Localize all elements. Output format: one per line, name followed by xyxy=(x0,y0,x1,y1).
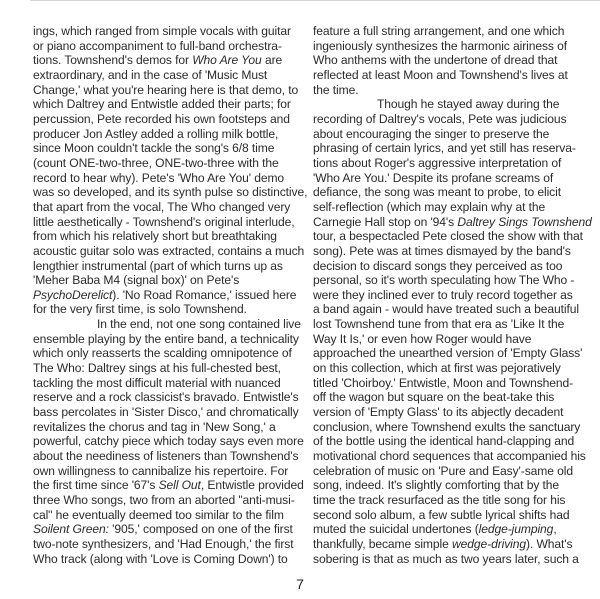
text-run: lost Townshend tune from that era as 'Like It the xyxy=(313,317,565,332)
text-run: a band again - would have treated such a beautiful xyxy=(313,302,579,317)
italic-title-text: Daltrey Sings Townshend xyxy=(457,214,592,229)
text-line xyxy=(33,405,315,420)
italic-title-text: wedge-driving xyxy=(452,536,527,551)
text-run: song, indeed. It's slightly comforting that by the xyxy=(313,478,560,493)
text-line xyxy=(33,346,315,361)
text-line xyxy=(33,68,315,83)
text-line xyxy=(313,302,598,317)
text-run: recording of Daltrey's vocals, Pete was judicious xyxy=(313,111,567,126)
text-run: about encouraging the singer to preserve the xyxy=(313,126,550,141)
text-line xyxy=(33,361,315,376)
text-line xyxy=(33,420,315,435)
text-line xyxy=(313,171,598,186)
text-run: Though he stayed away during the xyxy=(377,97,560,112)
text-run: or piano accompaniment to full-band orchestra- xyxy=(33,38,282,53)
text-run: version of 'Empty Glass' to its abjectly decadent xyxy=(313,405,564,420)
text-line xyxy=(33,390,315,405)
italic-title-text: PsychoDerelict xyxy=(33,287,113,302)
text-line xyxy=(313,127,598,142)
text-line xyxy=(33,302,315,317)
text-run: motivational chord sequences that accompanied his xyxy=(313,449,586,464)
text-line xyxy=(313,244,598,259)
text-line xyxy=(313,39,598,54)
text-line xyxy=(33,317,315,332)
text-line xyxy=(313,229,598,244)
text-line xyxy=(33,493,315,508)
text-run: own willingness to cannibalize his repertoire. For xyxy=(33,463,289,478)
text-line xyxy=(33,97,315,112)
text-run: the first time since '67's xyxy=(33,478,159,493)
text-line xyxy=(33,478,315,493)
text-line xyxy=(313,420,598,435)
text-run: ings, which ranged from simple vocals with guitar xyxy=(33,24,291,38)
text-run: ). What's xyxy=(526,536,573,551)
text-run: was so developed, and its synth pulse so distinctive, xyxy=(33,185,308,200)
text-run: cal" he eventually deemed too similar to the film xyxy=(33,507,284,522)
text-run: ingeniously synthesizes the harmonic airiness of xyxy=(313,38,568,53)
text-run: tions about Roger's aggressive interpretation of xyxy=(313,155,562,170)
text-line xyxy=(313,24,598,39)
text-line xyxy=(33,464,315,479)
text-run: , Entwistle provided xyxy=(200,478,304,493)
text-run: feature a full string arrangement, and one which xyxy=(313,24,565,38)
text-line xyxy=(33,522,315,537)
text-line xyxy=(33,171,315,186)
text-line xyxy=(313,97,598,112)
text-run: two-note synthesizers, and 'Had Enough,' the first xyxy=(33,536,294,551)
text-run: powerful, catchy piece which today says even more xyxy=(33,434,304,449)
text-run: Who anthems with the undertone of dread that xyxy=(313,53,558,68)
text-line xyxy=(313,537,598,552)
text-line xyxy=(33,273,315,288)
text-line xyxy=(33,141,315,156)
text-run: conclusion, where Townshend exults the sanctuary xyxy=(313,419,581,434)
italic-title-text: ledge-jumping xyxy=(478,522,554,537)
text-line xyxy=(313,390,598,405)
text-line xyxy=(313,317,598,332)
text-line xyxy=(33,244,315,259)
text-run: self-reflection (which may explain why at the xyxy=(313,199,546,214)
text-line xyxy=(33,434,315,449)
text-line xyxy=(313,185,598,200)
text-run: thankfully, became simple xyxy=(313,536,453,551)
text-run: on this collection, which at first was pejoratively xyxy=(313,361,561,376)
text-run: defiance, the song was meant to probe, to elicit xyxy=(313,185,561,200)
text-line xyxy=(313,53,598,68)
text-run: extraordinary, and in the case of 'Music Must xyxy=(33,67,268,82)
text-run: , xyxy=(553,522,557,537)
text-run: decision to discard songs they perceived as too xyxy=(313,258,563,273)
text-line xyxy=(313,273,598,288)
text-run: which only reasserts the scalding omnipotence of xyxy=(33,346,292,361)
text-line xyxy=(33,552,315,567)
text-line xyxy=(33,24,315,39)
text-run: Carnegie Hall stop on '94's xyxy=(313,214,458,229)
top-edge-rule xyxy=(30,0,600,1)
text-run: tour, a bespectacled Pete closed the show with that xyxy=(313,229,583,244)
text-run: ). 'No Road Romance,' issued here xyxy=(112,287,297,302)
italic-title-text: Sell Out xyxy=(158,478,201,493)
text-line xyxy=(313,449,598,464)
text-run: phrasing of certain lyrics, and yet still has reserva- xyxy=(313,141,576,156)
text-line xyxy=(313,405,598,420)
text-line xyxy=(33,200,315,215)
text-line xyxy=(313,200,598,215)
text-run: reserve and a rock classicist's bravado. Entwistle's xyxy=(33,390,299,405)
text-run: the time. xyxy=(313,82,359,97)
text-line xyxy=(33,259,315,274)
text-run: percussion, Pete recorded his own footsteps and xyxy=(33,111,290,126)
text-run: time the track resurfaced as the title song for his xyxy=(313,493,566,507)
text-run: reflected at least Moon and Townshend's lives at xyxy=(313,67,568,82)
text-run: are xyxy=(261,53,283,68)
text-line xyxy=(313,434,598,449)
right-column xyxy=(313,24,598,566)
text-line xyxy=(33,537,315,552)
text-line xyxy=(33,185,315,200)
text-run: personal, so it's worth speculating how The Who - xyxy=(313,273,575,288)
text-line xyxy=(33,332,315,347)
text-run: off the wagon but square on the beat-take this xyxy=(313,390,555,405)
text-run: which Daltrey and Entwistle added their parts; for xyxy=(33,97,291,112)
text-run: tackling the most difficult material with nuanced xyxy=(33,375,281,390)
text-line xyxy=(313,346,598,361)
text-line xyxy=(33,39,315,54)
text-run: approached the unearthed version of 'Empty Glass' xyxy=(313,346,583,361)
text-run: about the neediness of listeners than Townshend's xyxy=(33,449,299,464)
text-run: bass percolates in 'Sister Disco,' and chromatically xyxy=(33,405,299,420)
text-run: second solo album, a few subtle lyrical shifts had xyxy=(313,507,570,522)
text-run: sobering is that as much as two years later, such a xyxy=(313,551,579,566)
text-run: celebration of music on 'Pure and Easy'-same old xyxy=(313,463,573,478)
text-run: 'Who Are You.' Despite its profane screams of xyxy=(313,170,554,185)
text-line xyxy=(33,449,315,464)
text-line xyxy=(33,288,315,303)
text-line xyxy=(313,493,598,508)
text-run: Way It Is,' or even how Roger would have xyxy=(313,331,532,346)
text-line xyxy=(33,376,315,391)
text-run: for the very first time, is solo Townshend. xyxy=(33,302,247,317)
text-line xyxy=(313,288,598,303)
text-run: three Who songs, two from an aborted "anti-musi- xyxy=(33,493,295,507)
text-line xyxy=(33,83,315,98)
text-line xyxy=(313,552,598,567)
text-run: '905,' composed on one of the first xyxy=(108,522,293,537)
text-run: tions. Townshend's demos for xyxy=(33,53,193,68)
text-run: (count ONE-two-three, ONE-two-three with the xyxy=(33,155,279,170)
text-line xyxy=(33,215,315,230)
text-line xyxy=(313,259,598,274)
text-run: Change,' what you're hearing here is that demo, to xyxy=(33,82,299,97)
text-run: producer Jon Astley added a rolling milk bottle, xyxy=(33,126,279,141)
italic-title-text: Soilent Green: xyxy=(33,522,109,537)
text-run: song). Pete was at times dismayed by the band's xyxy=(313,243,571,258)
text-line xyxy=(33,508,315,523)
text-line xyxy=(313,522,598,537)
text-line xyxy=(313,332,598,347)
text-line xyxy=(313,112,598,127)
text-run: 'Meher Baba M4 (signal box)' on Pete's xyxy=(33,273,240,288)
text-run: ensemble playing by the entire band, a technicality xyxy=(33,331,299,346)
text-line xyxy=(33,53,315,68)
text-line xyxy=(313,156,598,171)
left-column xyxy=(33,24,315,566)
text-run: of the bottle using the identical hand-clapping and xyxy=(313,434,575,449)
text-run: titled 'Choirboy.' Entwistle, Moon and Townshend- xyxy=(313,375,574,390)
text-run: from which his relatively short but breathtaking xyxy=(33,229,277,244)
text-line xyxy=(313,68,598,83)
text-line xyxy=(313,478,598,493)
text-line xyxy=(33,156,315,171)
text-run: revitalizes the chorus and tag in 'New Song,' a xyxy=(33,419,276,434)
text-run: were they inclined ever to truly record together as xyxy=(313,287,573,302)
text-line xyxy=(313,141,598,156)
text-line xyxy=(313,508,598,523)
text-run: acoustic guitar solo was extracted, contains a much xyxy=(33,243,305,258)
text-line xyxy=(313,83,598,98)
text-run: muted the suicidal undertones ( xyxy=(313,522,479,537)
text-line xyxy=(313,361,598,376)
italic-title-text: Who Are You xyxy=(192,53,262,68)
text-line xyxy=(33,229,315,244)
text-run: In the end, not one song contained live xyxy=(97,317,301,332)
text-run: since Moon couldn't tackle the song's 6/8 time xyxy=(33,141,275,156)
text-line xyxy=(33,112,315,127)
text-run: Who track (along with 'Love is Coming Down') to xyxy=(33,551,288,566)
text-run: lengthier instrumental (part of which turns up as xyxy=(33,258,283,273)
text-run: that apart from the vocal, The Who changed very xyxy=(33,199,291,214)
text-line xyxy=(313,376,598,391)
text-line xyxy=(313,215,598,230)
text-run: record to hear why). Pete's 'Who Are You' demo xyxy=(33,170,285,185)
text-line xyxy=(313,464,598,479)
page-number: 7 xyxy=(296,576,304,592)
text-run: The Who: Daltrey sings at his full-chested best, xyxy=(33,361,281,376)
text-line xyxy=(33,127,315,142)
text-run: little aesthetically - Townshend's original interlude, xyxy=(33,214,295,229)
